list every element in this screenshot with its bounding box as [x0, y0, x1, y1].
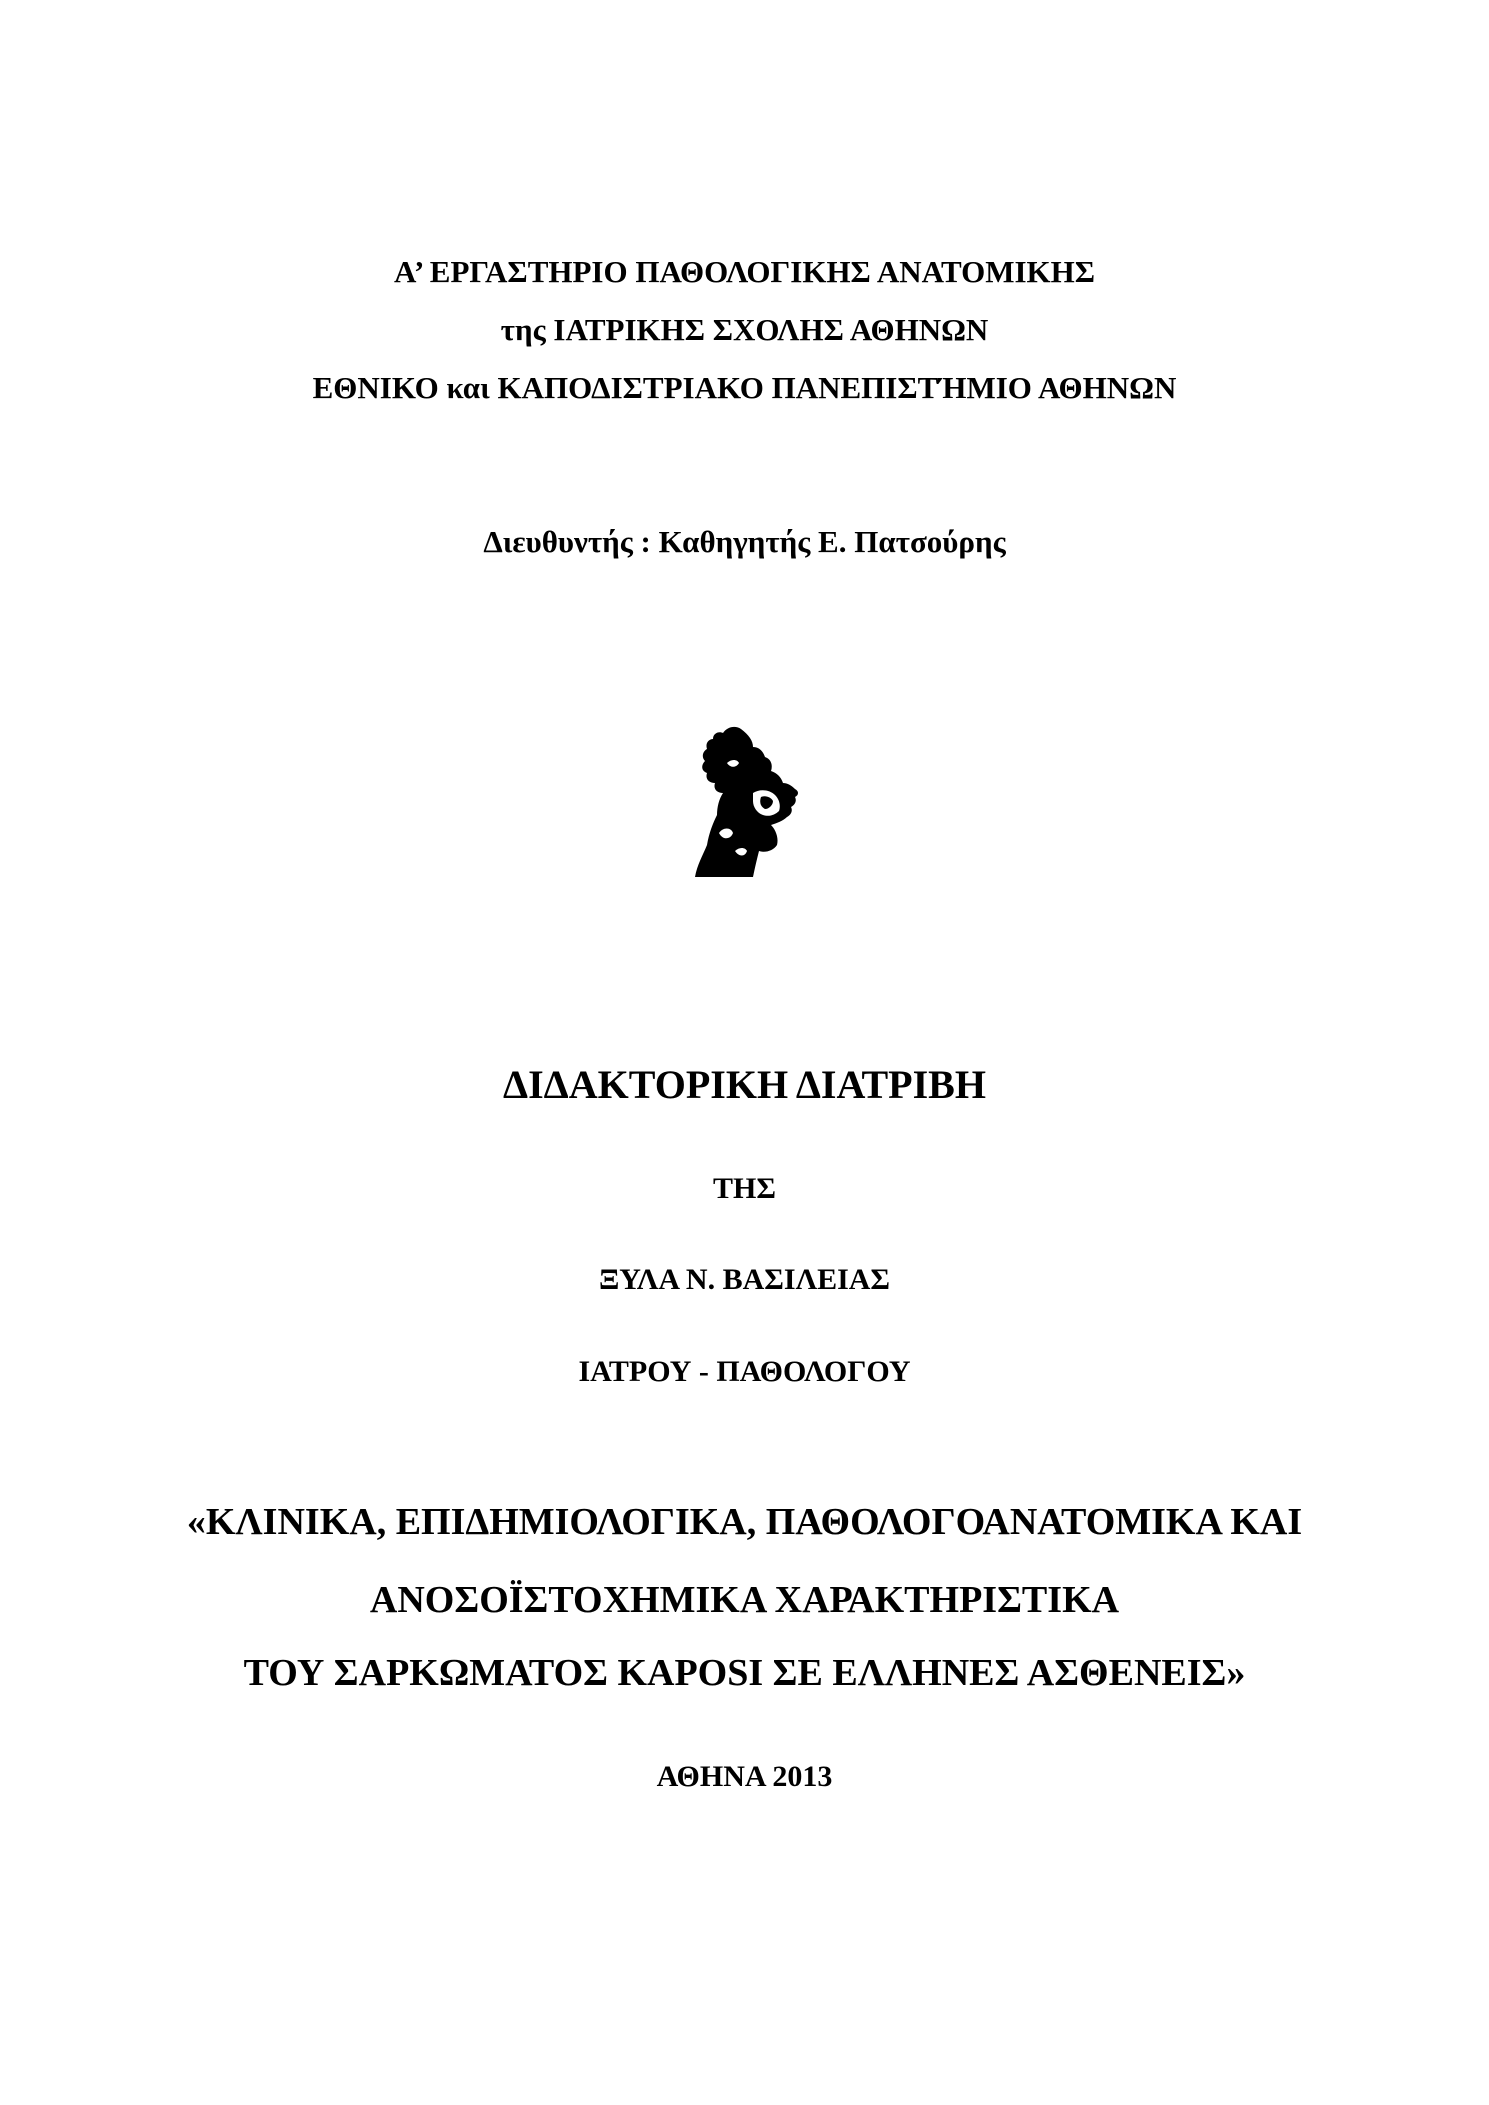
of-label: ΤΗΣ — [713, 1172, 776, 1205]
university-line: ΕΘΝΙΚΟ και ΚΑΠΟΔΙΣΤΡΙΑΚΟ ΠΑΝΕΠΙΣΤΉΜΙΟ ΑΘΗΝΩΝ — [312, 370, 1177, 405]
director-line: Διευθυντής : Καθηγητής Ε. Πατσούρης — [483, 524, 1006, 559]
athena-head-emblem-icon — [683, 723, 809, 878]
department-line: Α’ ΕΡΓΑΣΤΗΡΙΟ ΠΑΘΟΛΟΓΙΚΗΣ ΑΝΑΤΟΜΙΚΗΣ — [393, 254, 1096, 289]
city-year: ΑΘΗΝΑ 2013 — [656, 1760, 833, 1793]
thesis-topic-line-1: «ΚΛΙΝΙΚΑ, ΕΠΙΔΗΜΙΟΛΟΓΙΚΑ, ΠΑΘΟΛΟΓΟΑΝΑΤΟΜΙΚΑ ΚΑΙ — [186, 1501, 1303, 1543]
thesis-type-title: ΔΙΔΑΚΤΟΡΙΚΗ ΔΙΑΤΡΙΒΗ — [503, 1062, 986, 1107]
school-line: της ΙΑΤΡΙΚΗΣ ΣΧΟΛΗΣ ΑΘΗΝΩΝ — [500, 312, 989, 347]
author-name: ΞΥΛΑ Ν. ΒΑΣΙΛΕΙΑΣ — [598, 1263, 891, 1296]
thesis-topic-line-2: ΑΝΟΣΟΪΣΤΟΧΗΜΙΚΑ ΧΑΡΑΚΤΗΡΙΣΤΙΚΑ — [369, 1579, 1120, 1621]
author-profession: ΙΑΤΡΟΥ - ΠΑΘΟΛΟΓΟΥ — [578, 1355, 911, 1388]
thesis-topic-line-3: ΤΟΥ ΣΑΡΚΩΜΑΤΟΣ KAPOSI ΣΕ ΕΛΛΗΝΕΣ ΑΣΘΕΝΕΙΣ» — [243, 1652, 1246, 1694]
